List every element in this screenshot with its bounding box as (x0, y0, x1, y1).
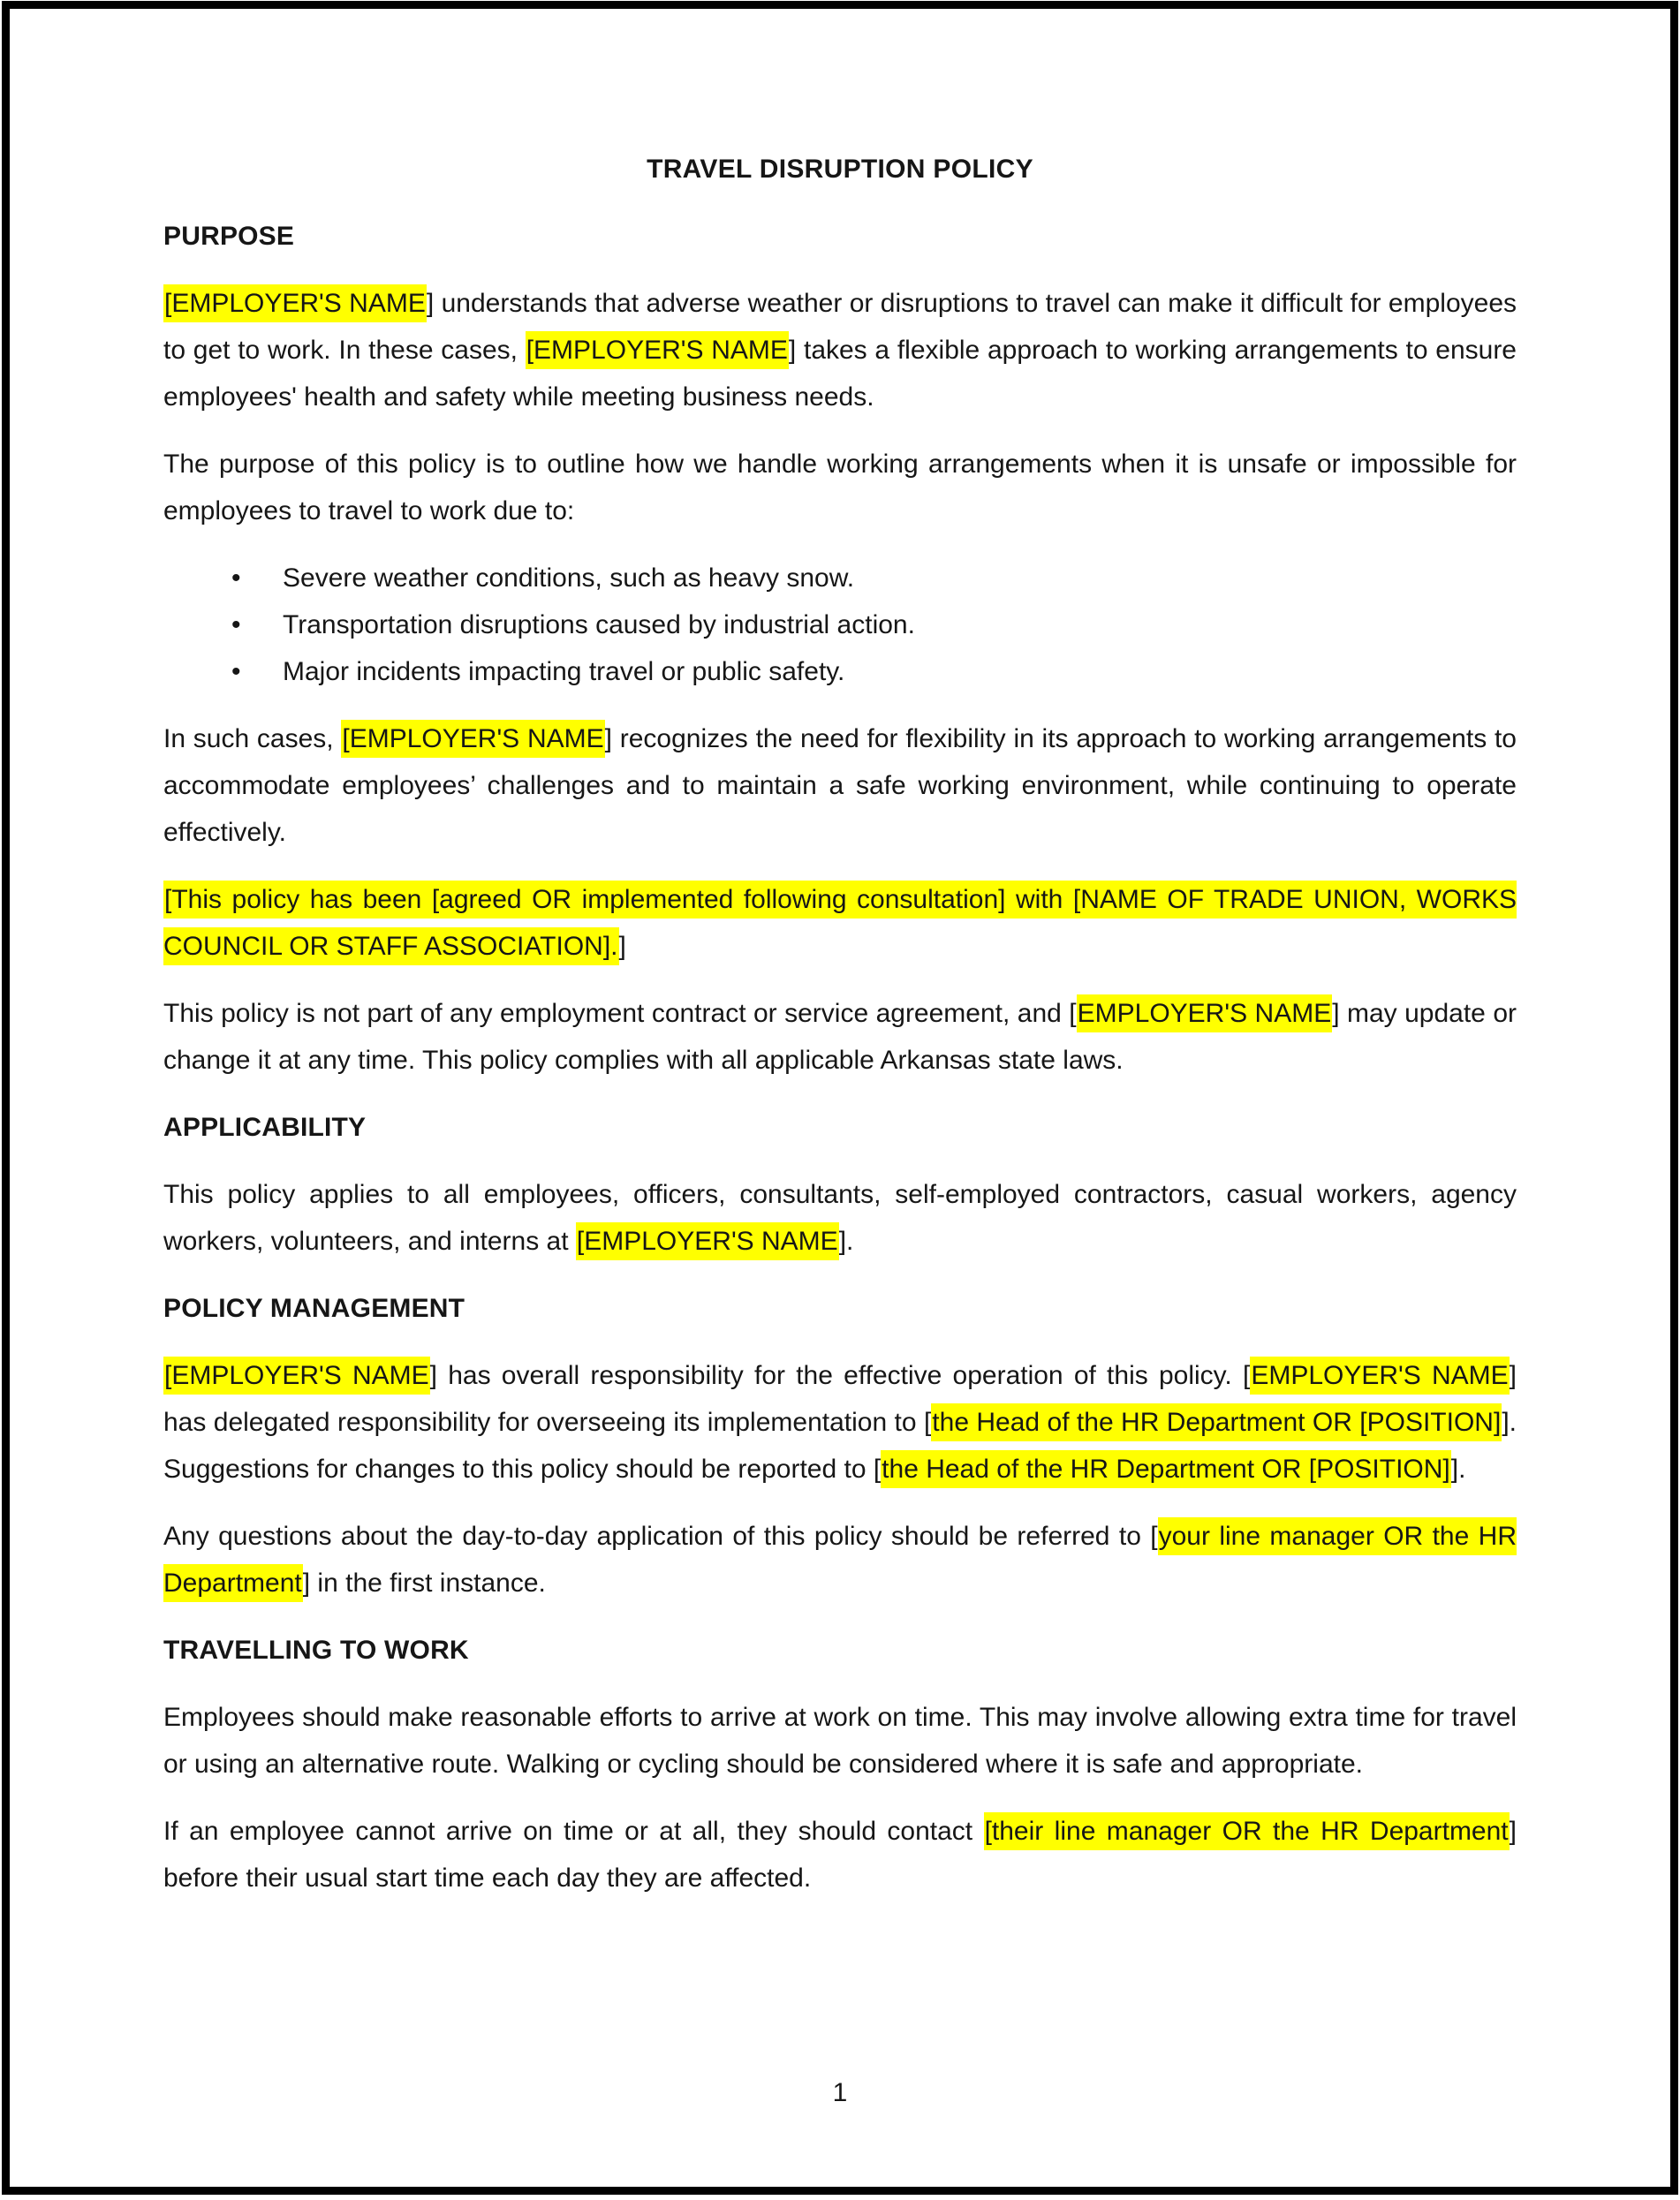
paragraph (163, 1513, 1517, 1607)
highlighted-placeholder: the Head of the HR Department OR [POSITION] (931, 1403, 1502, 1441)
text-segment: ]. (1450, 1455, 1466, 1484)
highlighted-placeholder: [This policy has been [agreed OR implemented following consultation] with [NAME OF TRADE UNION, WORKS COUNCIL OR STAFF ASSOCIATION]. (163, 881, 1517, 965)
section-heading: PURPOSE (163, 222, 295, 251)
text-segment: ] has delegated responsibility for overseeing its implementation to [ (163, 1361, 1517, 1437)
text-segment: In such cases, (163, 724, 342, 753)
paragraph (163, 990, 1517, 1084)
section-heading: POLICY MANAGEMENT (163, 1294, 465, 1323)
text-segment: This policy is not part of any employment contract or service agreement, and [ (163, 999, 1077, 1028)
text-segment: ]. (838, 1227, 854, 1256)
paragraph (163, 280, 1517, 420)
text-segment: ] may update or change it at any time. This policy complies with all applicable Arkansas state laws. (163, 999, 1517, 1075)
text-segment: Employees should make reasonable efforts to arrive at work on time. This may involve allowing extra time for travel or using an alternative route. Walking or cycling should be considered where it is safe and appropriate. (163, 1703, 1517, 1779)
paragraph (163, 715, 1517, 856)
highlighted-placeholder: EMPLOYER'S NAME (1077, 994, 1333, 1032)
text-segment: ]. Suggestions for changes to this policy should be reported to [ (163, 1408, 1517, 1484)
text-segment: ] (618, 932, 626, 961)
text-segment: Any questions about the day-to-day application of this policy should be referred to [ (163, 1522, 1158, 1551)
paragraph (163, 1352, 1517, 1493)
highlighted-placeholder: your line manager OR the HR Department (163, 1517, 1517, 1602)
highlighted-placeholder: [EMPLOYER'S NAME (526, 331, 789, 369)
highlighted-placeholder: [EMPLOYER'S NAME (163, 1357, 430, 1395)
highlighted-placeholder: [EMPLOYER'S NAME (341, 720, 604, 758)
highlighted-placeholder: EMPLOYER'S NAME (1250, 1357, 1509, 1395)
text-segment: This policy applies to all employees, officers, consultants, self-employed contractors, casual workers, agency workers, volunteers, and interns at (163, 1180, 1517, 1256)
text-segment: If an employee cannot arrive on time or at all, they should contact (163, 1817, 984, 1846)
highlighted-placeholder: [their line manager OR the HR Department (984, 1812, 1510, 1850)
text-segment: ] takes a flexible approach to working arrangements to ensure employees' health and safety while meeting business needs. (163, 336, 1517, 412)
text-segment: ] before their usual start time each day they are affected. (163, 1817, 1517, 1893)
paragraph (163, 1808, 1517, 1901)
bullet-item: • Transportation disruptions caused by industrial action. (231, 601, 1517, 648)
text-segment: ] has overall responsibility for the effective operation of this policy. [ (429, 1361, 1251, 1390)
section-heading: TRAVELLING TO WORK (163, 1636, 469, 1665)
bullet-list (231, 555, 1517, 695)
paragraph (163, 876, 1517, 970)
highlighted-placeholder: [EMPLOYER'S NAME (163, 284, 427, 322)
text-segment: The purpose of this policy is to outline how we handle working arrangements when it is unsafe or impossible for employees to travel to work due to: (163, 450, 1517, 525)
paragraph (163, 441, 1517, 534)
highlighted-placeholder: the Head of the HR Department OR [POSITION] (881, 1450, 1451, 1488)
paragraph (163, 1171, 1517, 1265)
bullet-item: • Severe weather conditions, such as heavy snow. (231, 555, 1517, 601)
bullet-item: • Major incidents impacting travel or public safety. (231, 648, 1517, 695)
highlighted-placeholder: [EMPLOYER'S NAME (576, 1222, 839, 1260)
text-segment: ] in the first instance. (302, 1569, 546, 1598)
section-heading: APPLICABILITY (163, 1113, 367, 1142)
paragraph (163, 1694, 1517, 1788)
page-number: 1 (832, 2078, 848, 2107)
text-segment: ] recognizes the need for flexibility in its approach to working arrangements to accommodate employees’ challenges and to maintain a safe working environment, while continuing to operate effectively. (163, 724, 1517, 847)
text-segment: ] understands that adverse weather or disruptions to travel can make it difficult for employees to get to work. In these cases, (163, 289, 1517, 365)
document-body (163, 213, 1517, 1901)
document-title: TRAVEL DISRUPTION POLICY (647, 155, 1033, 184)
